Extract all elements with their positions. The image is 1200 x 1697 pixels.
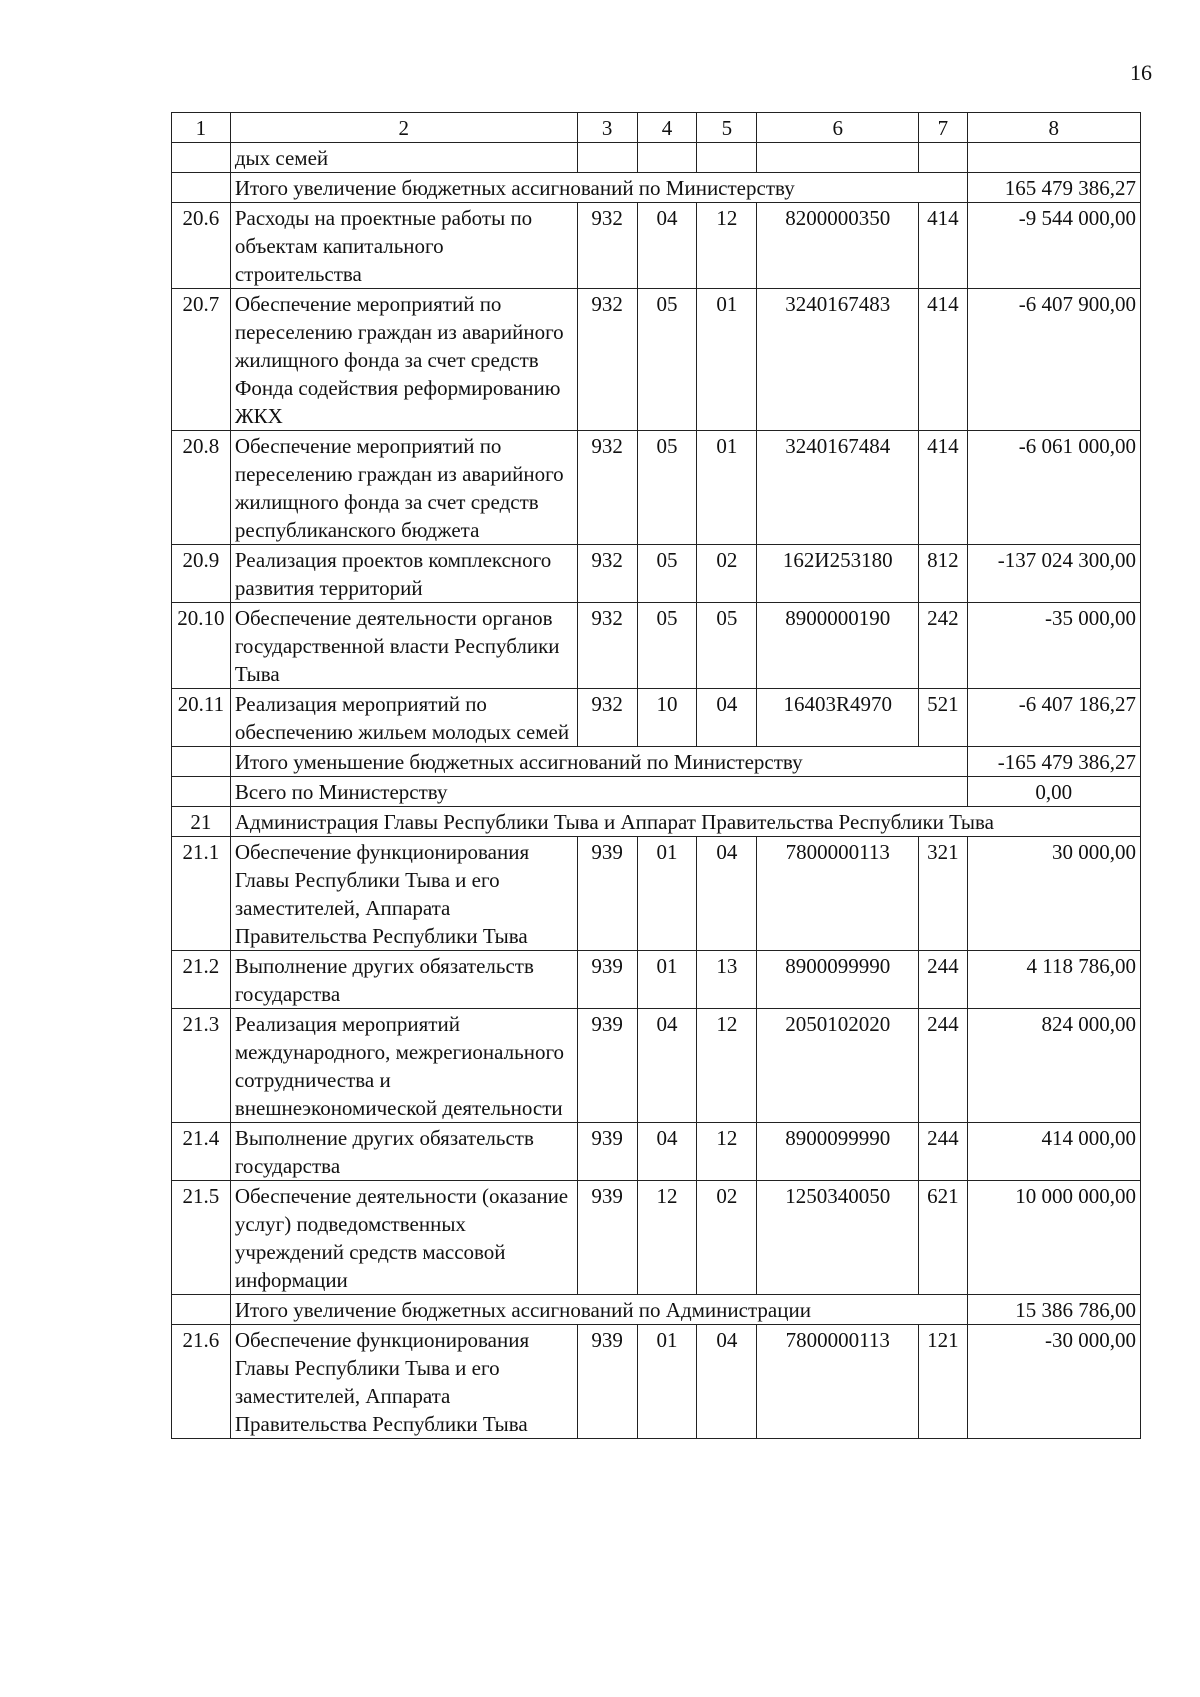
total-value: 165 479 386,27: [967, 173, 1140, 203]
table-row: [172, 289, 1141, 431]
row-amount: 30 000,00: [967, 837, 1140, 951]
code-section: 05: [637, 289, 697, 431]
code-subsection: 12: [697, 1123, 757, 1181]
code-target: 3240167484: [757, 431, 919, 545]
row-description: Расходы на проектные работы по объектам капитального строительства: [230, 203, 577, 289]
column-header-row: [172, 113, 1141, 143]
row-number: 20.10: [172, 603, 231, 689]
code-target: 7800000113: [757, 1325, 919, 1439]
row-number: 21.4: [172, 1123, 231, 1181]
code-section: 05: [637, 545, 697, 603]
code-ministry: 939: [577, 1325, 637, 1439]
column-header: 6: [757, 113, 919, 143]
row-number: 21.1: [172, 837, 231, 951]
code-section: 12: [637, 1181, 697, 1295]
code-target: 8900000190: [757, 603, 919, 689]
section-header-row: [172, 807, 1141, 837]
section-title: Администрация Главы Республики Тыва и Аппарат Правительства Республики Тыва: [230, 807, 1140, 837]
row-number: 20.9: [172, 545, 231, 603]
code-subsection: 04: [697, 1325, 757, 1439]
row-number: 20.7: [172, 289, 231, 431]
table-row: [172, 431, 1141, 545]
row-description: Обеспечение мероприятий по переселению граждан из аварийного жилищного фонда за счет средств Фонда содействия реформированию ЖКХ: [230, 289, 577, 431]
code-expense-type: 121: [919, 1325, 967, 1439]
row-number: 20.8: [172, 431, 231, 545]
row-description: Выполнение других обязательств государства: [230, 951, 577, 1009]
code-ministry: 932: [577, 431, 637, 545]
total-increase-ministry-row: [172, 173, 1141, 203]
row-number: 21.2: [172, 951, 231, 1009]
code-section: 01: [637, 951, 697, 1009]
total-label: Итого увеличение бюджетных ассигнований по Министерству: [230, 173, 967, 203]
total-label: Итого увеличение бюджетных ассигнований по Администрации: [230, 1295, 967, 1325]
table-row: [172, 837, 1141, 951]
code-target: 8900099990: [757, 1123, 919, 1181]
total-value: 0,00: [967, 777, 1140, 807]
column-header: 2: [230, 113, 577, 143]
table-row: [172, 1009, 1141, 1123]
column-header: 3: [577, 113, 637, 143]
code-ministry: 939: [577, 1009, 637, 1123]
code-subsection: 04: [697, 689, 757, 747]
code-expense-type: 244: [919, 951, 967, 1009]
empty-cell: [172, 143, 231, 173]
code-section: 05: [637, 603, 697, 689]
row-number: 21.5: [172, 1181, 231, 1295]
row-amount: 824 000,00: [967, 1009, 1140, 1123]
code-subsection: 01: [697, 289, 757, 431]
code-expense-type: 414: [919, 289, 967, 431]
code-ministry: 932: [577, 545, 637, 603]
code-expense-type: 244: [919, 1123, 967, 1181]
table-row: [172, 951, 1141, 1009]
code-expense-type: 244: [919, 1009, 967, 1123]
code-ministry: 939: [577, 1181, 637, 1295]
row-amount: -6 407 186,27: [967, 689, 1140, 747]
code-ministry: 939: [577, 951, 637, 1009]
row-amount: 414 000,00: [967, 1123, 1140, 1181]
section-number: 21: [172, 807, 231, 837]
row-amount: -9 544 000,00: [967, 203, 1140, 289]
total-value: 15 386 786,00: [967, 1295, 1140, 1325]
row-amount: -6 407 900,00: [967, 289, 1140, 431]
table-row: [172, 603, 1141, 689]
code-target: 162И253180: [757, 545, 919, 603]
table-row: [172, 1325, 1141, 1439]
table-row: [172, 203, 1141, 289]
row-number: 21.3: [172, 1009, 231, 1123]
code-expense-type: 521: [919, 689, 967, 747]
code-expense-type: 812: [919, 545, 967, 603]
code-expense-type: 321: [919, 837, 967, 951]
code-subsection: 13: [697, 951, 757, 1009]
column-header: 1: [172, 113, 231, 143]
code-ministry: 932: [577, 689, 637, 747]
row-description: Выполнение других обязательств государства: [230, 1123, 577, 1181]
row-amount: -137 024 300,00: [967, 545, 1140, 603]
table-row: [172, 689, 1141, 747]
code-expense-type: 414: [919, 203, 967, 289]
column-header: 4: [637, 113, 697, 143]
code-target: 3240167483: [757, 289, 919, 431]
row-amount: 4 118 786,00: [967, 951, 1140, 1009]
code-subsection: 02: [697, 1181, 757, 1295]
code-ministry: 932: [577, 203, 637, 289]
row-amount: -6 061 000,00: [967, 431, 1140, 545]
code-section: 04: [637, 203, 697, 289]
table-row: [172, 545, 1141, 603]
row-number: 20.11: [172, 689, 231, 747]
total-decrease-ministry-row: [172, 747, 1141, 777]
total-value: -165 479 386,27: [967, 747, 1140, 777]
table-row: [172, 1181, 1141, 1295]
code-subsection: 02: [697, 545, 757, 603]
code-subsection: 12: [697, 203, 757, 289]
code-ministry: 939: [577, 837, 637, 951]
code-target: 2050102020: [757, 1009, 919, 1123]
code-section: 01: [637, 837, 697, 951]
total-label: Всего по Министерству: [230, 777, 967, 807]
code-section: 01: [637, 1325, 697, 1439]
column-header: 8: [967, 113, 1140, 143]
code-target: 8200000350: [757, 203, 919, 289]
code-ministry: 939: [577, 1123, 637, 1181]
code-expense-type: 414: [919, 431, 967, 545]
code-subsection: 01: [697, 431, 757, 545]
row-number: 20.6: [172, 203, 231, 289]
row-description: Обеспечение функционирования Главы Республики Тыва и его заместителей, Аппарата Правительства Республики Тыва: [230, 837, 577, 951]
code-target: 8900099990: [757, 951, 919, 1009]
code-section: 05: [637, 431, 697, 545]
code-target: 7800000113: [757, 837, 919, 951]
total-increase-admin-row: [172, 1295, 1141, 1325]
code-target: 16403R4970: [757, 689, 919, 747]
column-header: 7: [919, 113, 967, 143]
code-ministry: 932: [577, 603, 637, 689]
column-header: 5: [697, 113, 757, 143]
table-row: [172, 1123, 1141, 1181]
row-description: Обеспечение деятельности органов государственной власти Республики Тыва: [230, 603, 577, 689]
code-subsection: 12: [697, 1009, 757, 1123]
code-subsection: 05: [697, 603, 757, 689]
row-amount: -35 000,00: [967, 603, 1140, 689]
code-ministry: 932: [577, 289, 637, 431]
code-subsection: 04: [697, 837, 757, 951]
budget-table: [171, 112, 1141, 1439]
row-description: Реализация мероприятий международного, межрегионального сотрудничества и внешнеэкономической деятельности: [230, 1009, 577, 1123]
row-description: Обеспечение деятельности (оказание услуг) подведомственных учреждений средств массовой информации: [230, 1181, 577, 1295]
row-description: Реализация проектов комплексного развития территорий: [230, 545, 577, 603]
carryover-text: дых семей: [230, 143, 577, 173]
code-section: 10: [637, 689, 697, 747]
code-expense-type: 621: [919, 1181, 967, 1295]
row-amount: -30 000,00: [967, 1325, 1140, 1439]
code-target: 1250340050: [757, 1181, 919, 1295]
row-description: Реализация мероприятий по обеспечению жильем молодых семей: [230, 689, 577, 747]
code-section: 04: [637, 1123, 697, 1181]
total-label: Итого уменьшение бюджетных ассигнований по Министерству: [230, 747, 967, 777]
row-description: Обеспечение функционирования Главы Республики Тыва и его заместителей, Аппарата Правительства Республики Тыва: [230, 1325, 577, 1439]
row-description: Обеспечение мероприятий по переселению граждан из аварийного жилищного фонда за счет средств республиканского бюджета: [230, 431, 577, 545]
page-number: 16: [1130, 60, 1152, 85]
code-section: 04: [637, 1009, 697, 1123]
carryover-row: [172, 143, 1141, 173]
row-number: 21.6: [172, 1325, 231, 1439]
code-expense-type: 242: [919, 603, 967, 689]
row-amount: 10 000 000,00: [967, 1181, 1140, 1295]
total-all-ministry-row: [172, 777, 1141, 807]
